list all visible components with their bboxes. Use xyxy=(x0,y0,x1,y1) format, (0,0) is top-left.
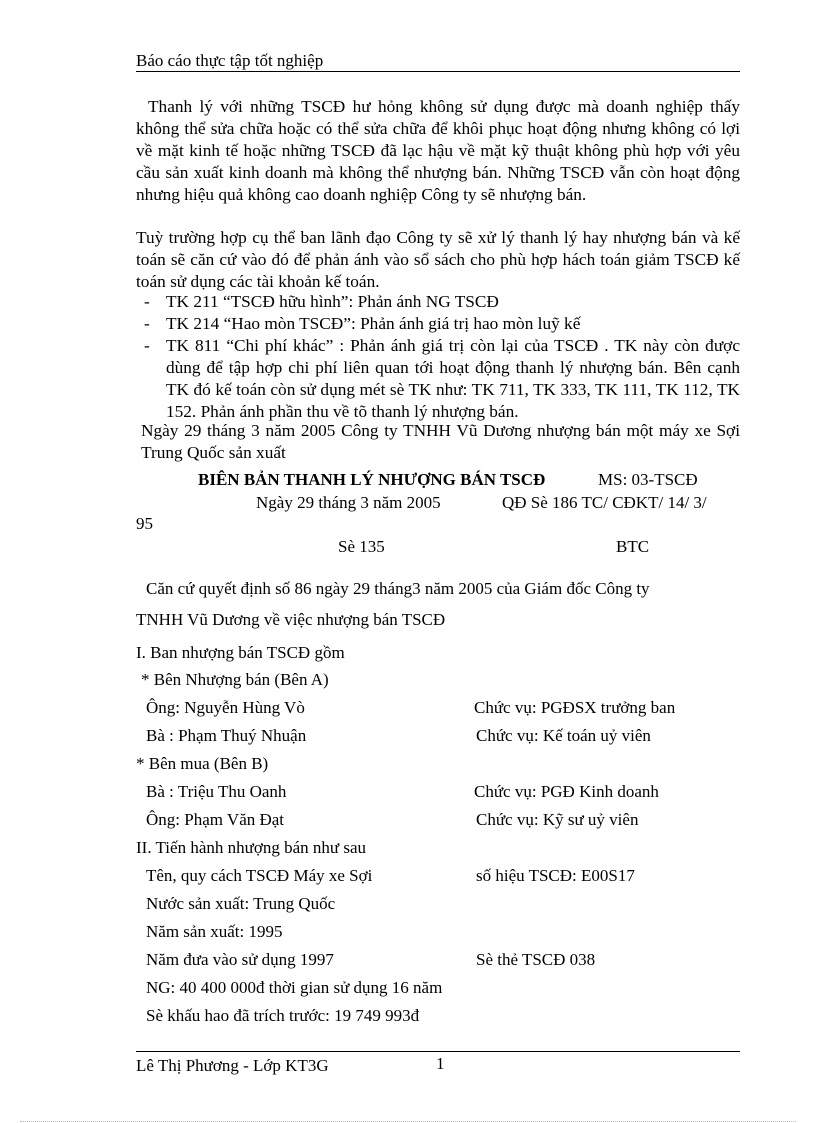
basis-line-1: Căn cứ quyết định số 86 ngày 29 tháng3 năm 2005 của Giám đốc Công ty xyxy=(146,579,650,598)
buyers-heading: * Bên mua (Bên B) xyxy=(136,754,269,773)
bullet-dash: - xyxy=(144,314,150,333)
list-item-text: TK 811 “Chi phí khác” : Phản ánh giá trị còn lại của TSCĐ . TK này còn được dùng để tập hợp chi phí liên quan tới hoạt động thanh lý nhượng bán. Bên cạnh TK đó kế toán còn sử dụng mét sè TK như: TK 711, TK 333, TK 111, TK 112, TK 152. Phản ánh phần thu về tõ thanh lý nhượng bán. xyxy=(166,336,740,421)
page-edge xyxy=(20,1121,796,1122)
asset-year-used: Năm đưa vào sử dụng 1997 xyxy=(146,950,334,969)
list-item xyxy=(136,335,740,423)
footer-author: Lê Thị Phương - Lớp KT3G xyxy=(136,1056,329,1075)
paragraph-sale-event: Ngày 29 tháng 3 năm 2005 Công ty TNHH Vũ Dương nhượng bán một máy xe Sợi Trung Quốc sản xuất xyxy=(141,421,740,462)
section-committee: I. Ban nhượng bán TSCĐ gồm xyxy=(136,643,345,662)
list-item-text: TK 214 “Hao mòn TSCĐ”: Phản ánh giá trị hao mòn luỹ kế xyxy=(166,314,581,333)
bullet-dash: - xyxy=(144,292,150,311)
minutes-date: Ngày 29 tháng 3 năm 2005 xyxy=(256,493,441,512)
decision-ref: QĐ Sè 186 TC/ CĐKT/ 14/ 3/ xyxy=(502,493,707,512)
decision-ref-cont: 95 xyxy=(136,514,153,533)
footer-rule xyxy=(136,1051,740,1052)
page-number: 1 xyxy=(436,1054,445,1073)
seller-name: Bà : Phạm Thuý Nhuận xyxy=(146,726,307,745)
buyer-role: Chức vụ: Kỹ sư uỷ viên xyxy=(476,810,639,829)
basis-line-2: TNHH Vũ Dương về việc nhượng bán TSCĐ xyxy=(136,610,446,629)
sellers-heading: * Bên Nhượng bán (Bên A) xyxy=(141,670,329,689)
asset-name: Tên, quy cách TSCĐ Máy xe Sợi xyxy=(146,866,373,885)
minutes-number: Sè 135 xyxy=(338,537,385,556)
list-item xyxy=(136,291,740,313)
asset-original-cost: NG: 40 400 000đ thời gian sử dụng 16 năm xyxy=(146,978,443,997)
list-item xyxy=(136,313,740,335)
buyer-name: Ông: Phạm Văn Đạt xyxy=(146,810,285,829)
issuer: BTC xyxy=(616,537,650,556)
seller-name: Ông: Nguyễn Hùng Vò xyxy=(146,698,305,717)
bullet-dash: - xyxy=(144,336,150,355)
buyer-role: Chức vụ: PGĐ Kinh doanh xyxy=(474,782,659,801)
minutes-title: BIÊN BẢN THANH LÝ NHƯỢNG BÁN TSCĐ xyxy=(198,470,546,489)
buyer-name: Bà : Triệu Thu Oanh xyxy=(146,782,287,801)
asset-origin: Nước sản xuất: Trung Quốc xyxy=(146,894,336,913)
account-list xyxy=(136,291,740,423)
asset-depreciation: Sè khấu hao đã trích trước: 19 749 993đ xyxy=(146,1006,420,1025)
list-item-text: TK 211 “TSCĐ hữu hình”: Phản ánh NG TSCĐ xyxy=(166,292,499,311)
asset-card-number: Sè thẻ TSCĐ 038 xyxy=(476,950,596,969)
section-sale: II. Tiến hành nhượng bán như sau xyxy=(136,838,366,857)
asset-year-made: Năm sản xuất: 1995 xyxy=(146,922,283,941)
asset-code: số hiệu TSCĐ: E00S17 xyxy=(476,866,635,885)
header-rule xyxy=(136,71,740,72)
header-title: Báo cáo thực tập tốt nghiệp xyxy=(136,51,324,70)
paragraph-liquidation: Thanh lý với những TSCĐ hư hỏng không sử dụng được mà doanh nghiệp thấy không thể sửa chữa hoặc có thể sửa chữa để khôi phục hoạt động nhưng không có lợi về mặt kinh tế hoặc những TSCĐ đã lạc hậu về mặt kỹ thuật không phù hợp với yêu cầu sản xuất kinh doanh mà không thể nhượng bán. Những TSCĐ vẫn còn hoạt động nhưng hiệu quả không cao doanh nghiệp Công ty sẽ nhượng bán. xyxy=(136,97,740,204)
paragraph-accounts-intro: Tuỳ trường hợp cụ thể ban lãnh đạo Công ty sẽ xử lý thanh lý hay nhượng bán và kế toán sẽ căn cứ vào đó để phản ánh vào sổ sách cho phù hợp hách toán giảm TSCĐ kế toán sử dụng các tài khoản kế toán. xyxy=(136,228,740,291)
seller-role: Chức vụ: PGĐSX trưởng ban xyxy=(474,698,676,717)
form-code: MS: 03-TSCĐ xyxy=(598,470,698,489)
seller-role: Chức vụ: Kế toán uỷ viên xyxy=(476,726,651,745)
